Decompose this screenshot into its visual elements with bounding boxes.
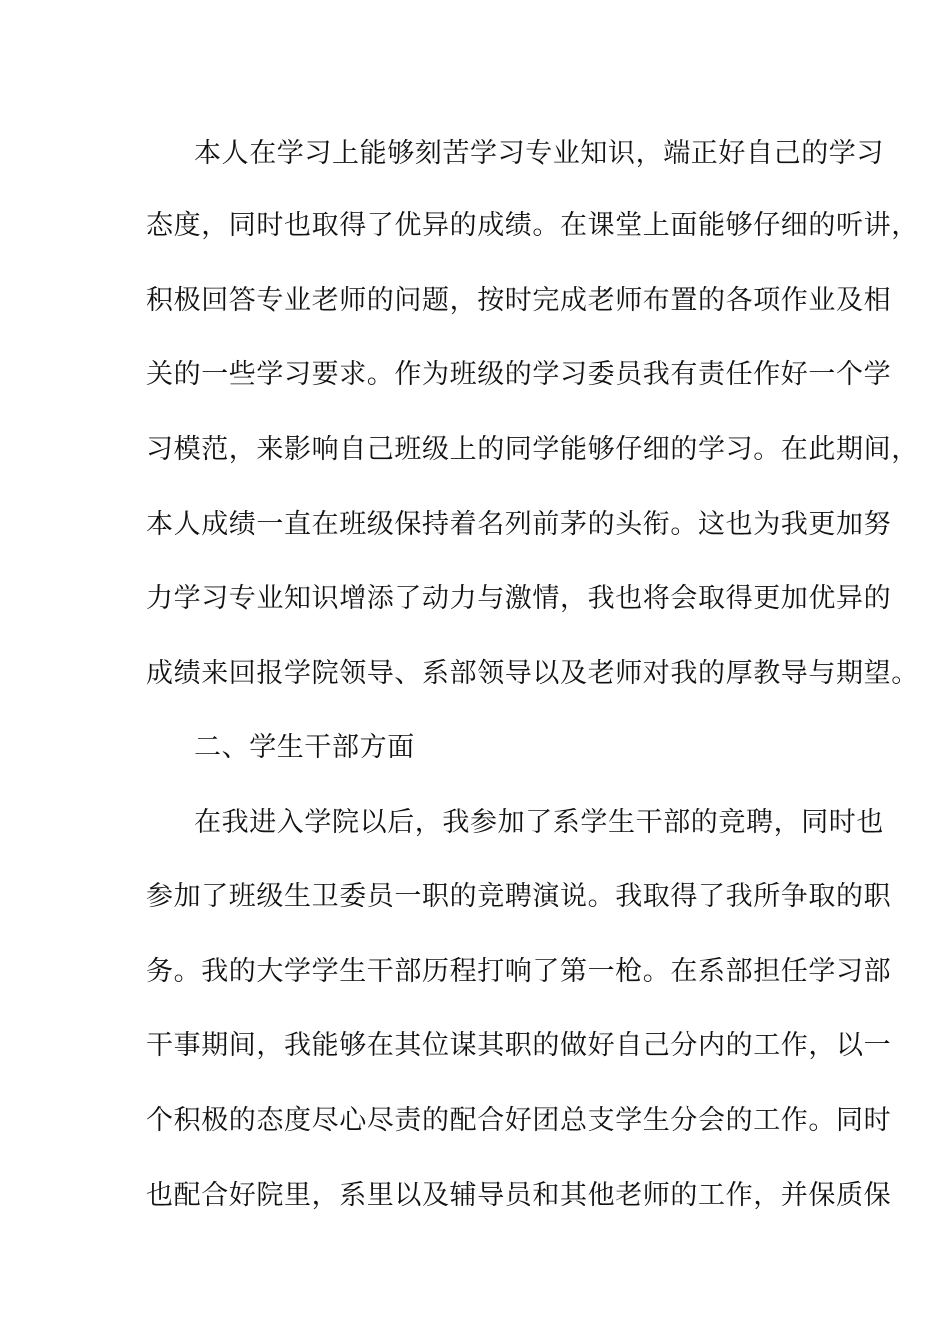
paragraph-line: 干事期间，我能够在其位谋其职的做好自己分内的工作，以一	[146, 1030, 892, 1061]
paragraph-line: 积极回答专业老师的问题，按时完成老师布置的各项作业及相	[146, 285, 892, 316]
section-heading: 二、学生干部方面	[194, 732, 415, 763]
paragraph-line: 关的一些学习要求。作为班级的学习委员我有责任作好一个学	[146, 359, 892, 390]
paragraph-line: 本人成绩一直在班级保持着名列前茅的头衔。这也为我更加努	[146, 509, 892, 540]
paragraph-line: 也配合好院里，系里以及辅导员和其他老师的工作，并保质保	[146, 1180, 892, 1211]
paragraph-line: 本人在学习上能够刻苦学习专业知识，端正好自己的学习	[194, 138, 884, 169]
paragraph-line: 态度，同时也取得了优异的成绩。在课堂上面能够仔细的听讲，	[146, 210, 919, 241]
paragraph-line: 个积极的态度尽心尽责的配合好团总支学生分会的工作。同时	[146, 1105, 892, 1136]
paragraph-line: 在我进入学院以后，我参加了系学生干部的竞聘，同时也	[194, 807, 884, 838]
paragraph-line: 成绩来回报学院领导、系部领导以及老师对我的厚教导与期望。	[146, 658, 919, 689]
paragraph-line: 参加了班级生卫委员一职的竞聘演说。我取得了我所争取的职	[146, 881, 892, 912]
paragraph-line: 力学习专业知识增添了动力与激情，我也将会取得更加优异的	[146, 583, 892, 614]
paragraph-line: 习模范，来影响自己班级上的同学能够仔细的学习。在此期间，	[146, 434, 919, 465]
paragraph-line: 务。我的大学学生干部历程打响了第一枪。在系部担任学习部	[146, 956, 892, 987]
